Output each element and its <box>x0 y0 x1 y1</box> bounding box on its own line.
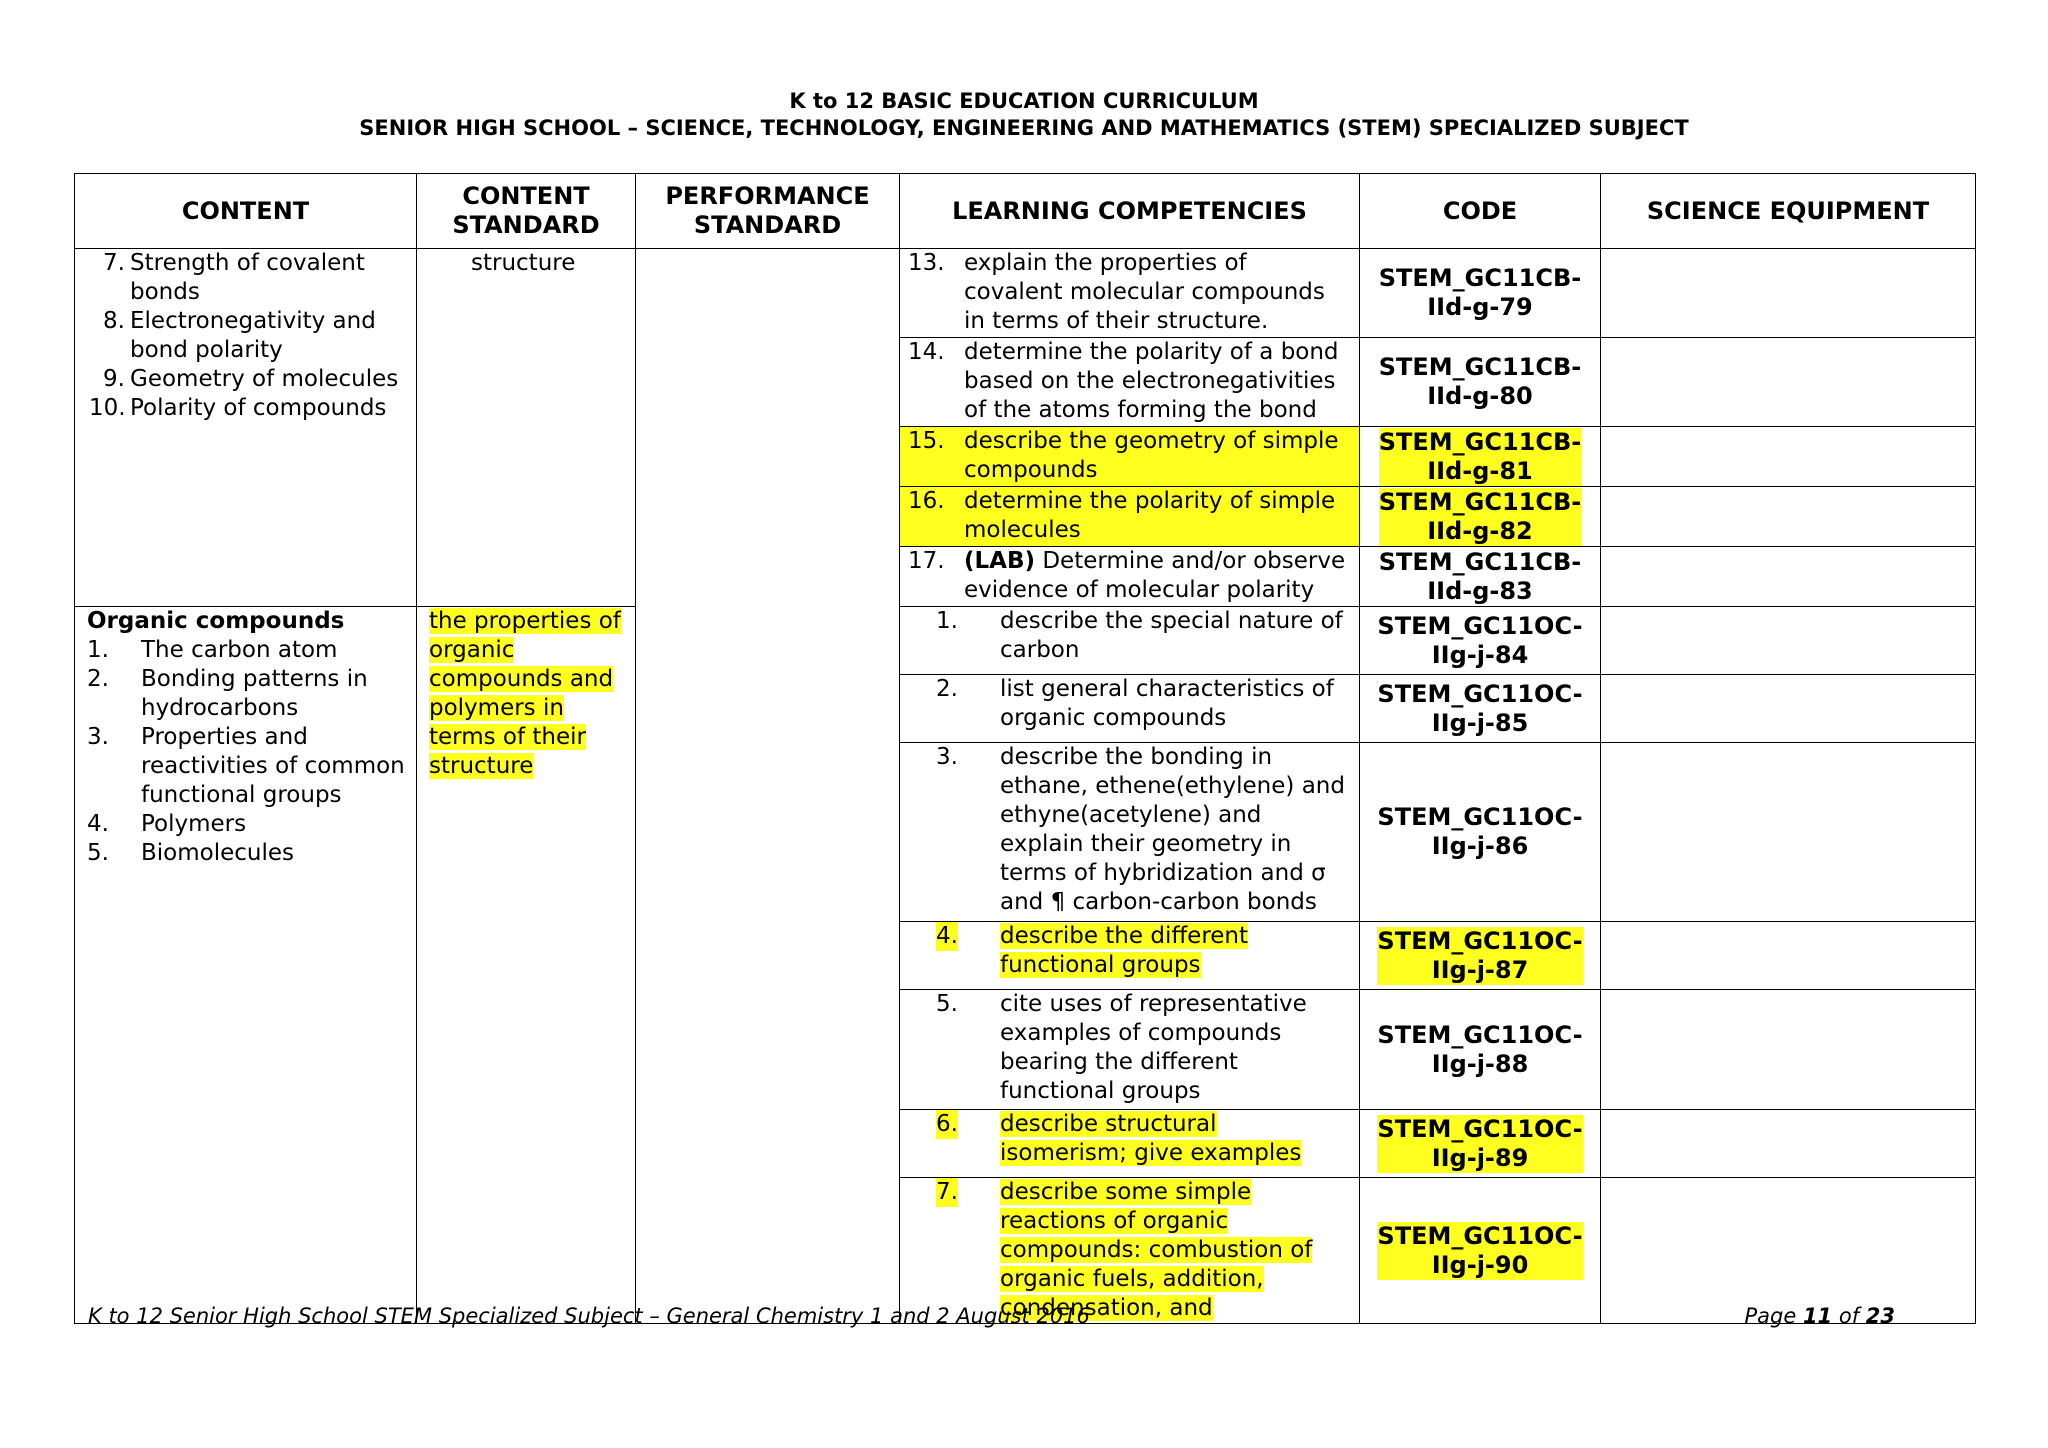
code-cell: STEM_GC11CB- IId-g-80 <box>1360 338 1601 427</box>
equipment-cell <box>1601 1110 1976 1178</box>
equipment-cell <box>1601 1178 1976 1324</box>
list-item: 3. Properties and reactivities of common functional groups <box>87 724 405 808</box>
competency-cell: 2. list general characteristics of organic compounds <box>900 675 1360 743</box>
equipment-cell <box>1601 990 1976 1110</box>
competency-cell: 14. determine the polarity of a bond based on the electronegativities of the atoms forming the bond <box>900 338 1360 427</box>
table-row <box>75 607 1976 675</box>
code-cell: STEM_GC11OC- IIg-j-85 <box>1360 675 1601 743</box>
list-item: 10. Polarity of compounds <box>89 395 387 421</box>
competency-cell: 7. describe some simple reactions of organic compounds: combustion of organic fuels, addition, condensation, and <box>900 1178 1360 1324</box>
col-header-learning-competencies: LEARNING COMPETENCIES <box>900 174 1360 249</box>
competency-cell: 5. cite uses of representative examples of compounds bearing the different functional groups <box>900 990 1360 1110</box>
competency-cell: 17. (LAB) Determine and/or observe evidence of molecular polarity <box>900 547 1360 607</box>
list-item: 1. The carbon atom <box>87 637 338 663</box>
code-cell: STEM_GC11OC- IIg-j-89 <box>1360 1110 1601 1178</box>
document-title: K to 12 BASIC EDUCATION CURRICULUM <box>789 89 1259 113</box>
competency-cell: 3. describe the bonding in ethane, ethene(ethylene) and ethyne(acetylene) and explain their geometry in terms of hybridization and σ and ¶ carbon-carbon bonds <box>900 743 1360 922</box>
competency-cell: 4. describe the different functional groups <box>900 922 1360 990</box>
code-cell: STEM_GC11CB- IId-g-79 <box>1360 249 1601 338</box>
equipment-cell <box>1601 487 1976 547</box>
equipment-cell <box>1601 607 1976 675</box>
content-list <box>89 249 412 423</box>
list-item: 5. Biomolecules <box>87 840 295 866</box>
section-title: Organic compounds <box>87 608 345 634</box>
equipment-cell <box>1601 338 1976 427</box>
code-cell: STEM_GC11OC- IIg-j-84 <box>1360 607 1601 675</box>
col-header-science-equipment: SCIENCE EQUIPMENT <box>1601 174 1976 249</box>
content-standard-cell: structure <box>417 249 636 607</box>
equipment-cell <box>1601 547 1976 607</box>
equipment-cell <box>1601 922 1976 990</box>
list-item: 9. Geometry of molecules <box>103 366 399 392</box>
footer-text: K to 12 Senior High School STEM Specialized Subject – General Chemistry 1 and 2 August 2016 <box>88 1304 1090 1328</box>
equipment-cell <box>1601 427 1976 487</box>
content-list <box>87 636 412 868</box>
document-subtitle: SENIOR HIGH SCHOOL – SCIENCE, TECHNOLOGY, ENGINEERING AND MATHEMATICS (STEM) SPECIALIZED SUBJECT <box>359 116 1689 140</box>
col-header-content-standard: CONTENT STANDARD <box>417 174 636 249</box>
table-row <box>75 249 1976 338</box>
col-header-performance-standard: PERFORMANCE STANDARD <box>636 174 900 249</box>
code-cell: STEM_GC11CB- IId-g-82 <box>1360 487 1601 547</box>
competency-cell: 15. describe the geometry of simple compounds <box>900 427 1360 487</box>
performance-standard-cell <box>636 249 900 1324</box>
page-number: Page 11 of 23 <box>1744 1304 1895 1328</box>
list-item: 7. Strength of covalent bonds <box>103 250 365 305</box>
competency-cell: 13. explain the properties of covalent molecular compounds in terms of their structure. <box>900 249 1360 338</box>
table-header-row <box>75 174 1976 249</box>
code-cell: STEM_GC11CB- IId-g-81 <box>1360 427 1601 487</box>
code-cell: STEM_GC11OC- IIg-j-87 <box>1360 922 1601 990</box>
curriculum-table <box>74 173 1976 1324</box>
col-header-code: CODE <box>1360 174 1601 249</box>
list-item: 4. Polymers <box>87 811 247 837</box>
equipment-cell <box>1601 743 1976 922</box>
competency-cell: 16. determine the polarity of simple molecules <box>900 487 1360 547</box>
list-item: 2. Bonding patterns in hydrocarbons <box>87 666 368 721</box>
content-standard-cell: the properties of organic compounds and polymers in terms of their structure <box>417 607 636 1324</box>
equipment-cell <box>1601 249 1976 338</box>
competency-cell: 1. describe the special nature of carbon <box>900 607 1360 675</box>
competency-cell: 6. describe structural isomerism; give examples <box>900 1110 1360 1178</box>
content-cell <box>75 607 417 1324</box>
content-cell <box>75 249 417 607</box>
col-header-content: CONTENT <box>75 174 417 249</box>
code-cell: STEM_GC11CB- IId-g-83 <box>1360 547 1601 607</box>
code-cell: STEM_GC11OC- IIg-j-88 <box>1360 990 1601 1110</box>
list-item: 8. Electronegativity and bond polarity <box>103 308 376 363</box>
code-cell: STEM_GC11OC- IIg-j-90 <box>1360 1178 1601 1324</box>
equipment-cell <box>1601 675 1976 743</box>
code-cell: STEM_GC11OC- IIg-j-86 <box>1360 743 1601 922</box>
